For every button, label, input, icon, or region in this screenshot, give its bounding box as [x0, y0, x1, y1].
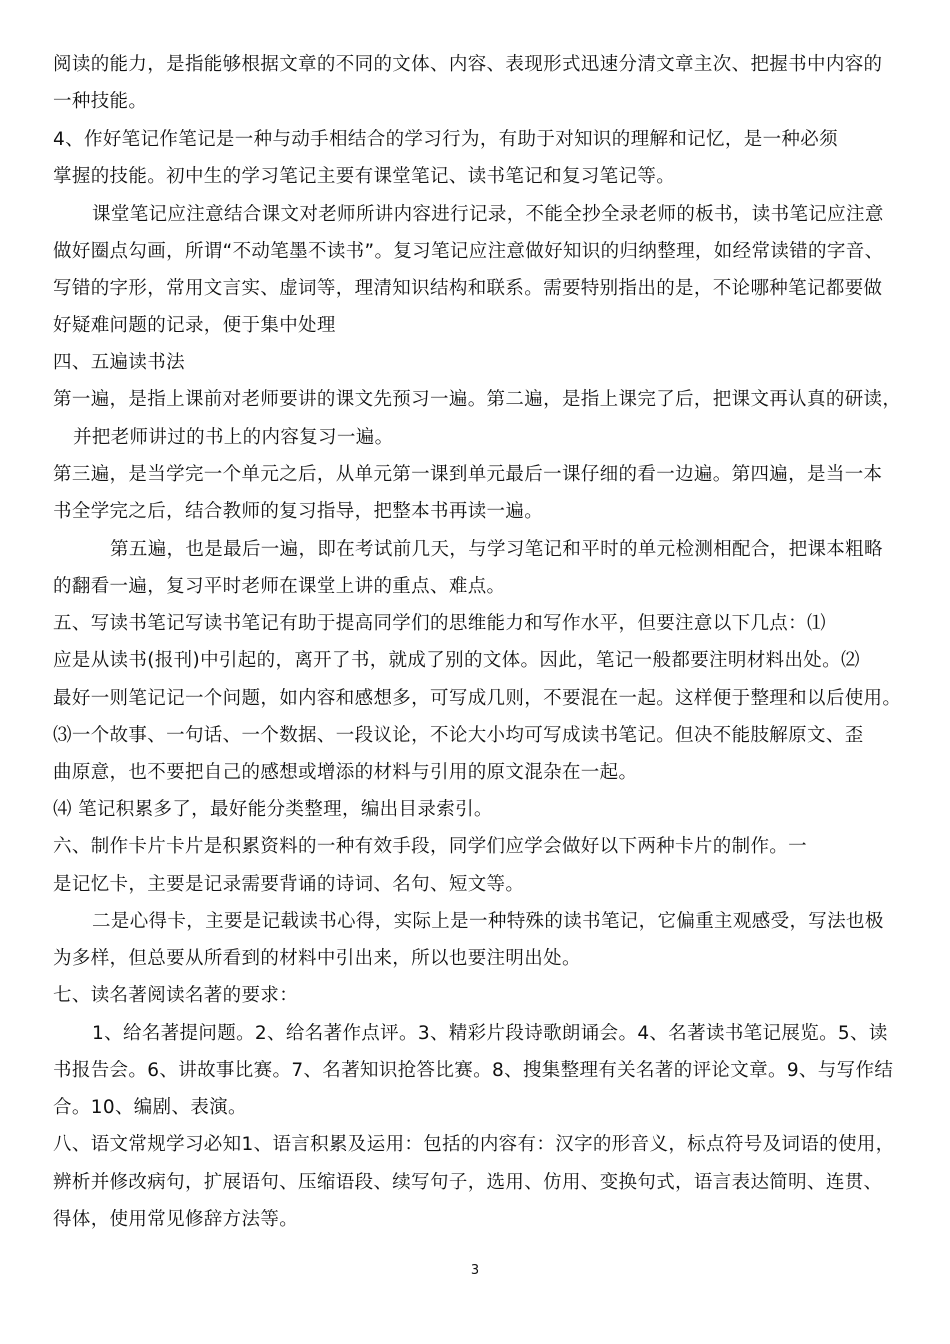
text-line: 得体，使用常见修辞方法等。 [53, 1209, 299, 1230]
text-line: ⑶一个故事、一句话、一个数据、一段议论，不论大小均可写成读书笔记。但决不能肢解原文、歪 [53, 725, 864, 746]
text-line: 好疑难问题的记录，便于集中处理 [53, 315, 336, 336]
text-line: 4、作好笔记作笔记是一种与动手相结合的学习行为，有助于对知识的理解和记忆，是一种必须 [53, 129, 838, 150]
section-heading: 六、制作卡片卡片是积累资料的一种有效手段，同学们应学会做好以下两种卡片的制作。一 [53, 836, 808, 857]
text-line: ⑷ 笔记积累多了，最好能分类整理，编出目录索引。 [53, 799, 493, 820]
text-line: 合。10、编剧、表演。 [53, 1097, 247, 1118]
text-line: 做好圈点勾画，所谓“不动笔墨不读书”。复习笔记应注意做好知识的归纳整理，如经常读错的字音、 [53, 241, 884, 262]
section-heading: 五、写读书笔记写读书笔记有助于提高同学们的思维能力和写作水平，但要注意以下几点：⑴ [53, 613, 826, 634]
text-line: 第三遍，是当学完一个单元之后，从单元第一课到单元最后一课仔细的看一边遍。第四遍，是当一本 [53, 464, 883, 485]
text-line: 书报告会。6、讲故事比赛。7、名著知识抢答比赛。8、搜集整理有关名著的评论文章。9、与写作结 [53, 1060, 894, 1081]
text-line: 一种技能。 [53, 91, 148, 112]
text-line: 第一遍，是指上课前对老师要讲的课文先预习一遍。第二遍，是指上课完了后，把课文再认真的研读， [53, 389, 902, 410]
section-heading: 八、语文常规学习必知1、语言积累及运用：包括的内容有：汉字的形音义，标点符号及词语的使用， [53, 1134, 895, 1155]
text-line: 课堂笔记应注意结合课文对老师所讲内容进行记录，不能全抄全录老师的板书，读书笔记应注意 [92, 204, 884, 225]
text-line: 二是心得卡，主要是记载读书心得，实际上是一种特殊的读书笔记，它偏重主观感受，写法也极 [92, 911, 884, 932]
text-line: 为多样，但总要从所看到的材料中引出来，所以也要注明出处。 [53, 948, 581, 969]
text-line: 阅读的能力，是指能够根据文章的不同的文体、内容、表现形式迅速分清文章主次、把握书中内容的 [53, 54, 883, 75]
text-line: 书全学完之后，结合教师的复习指导，把整本书再读一遍。 [53, 501, 544, 522]
text-line: 并把老师讲过的书上的内容复习一遍。 [73, 427, 394, 448]
text-line: 第五遍，也是最后一遍，即在考试前几天，与学习笔记和平时的单元检测相配合，把课本粗略 [110, 539, 883, 560]
text-line: 曲原意，也不要把自己的感想或增添的材料与引用的原文混杂在一起。 [53, 762, 638, 783]
text-line: 写错的字形，常用文言实、虚词等，理清知识结构和联系。需要特别指出的是，不论哪种笔记都要做 [53, 278, 883, 299]
text-line: 是记忆卡，主要是记录需要背诵的诗词、名句、短文等。 [53, 874, 525, 895]
section-heading: 四、五遍读书法 [53, 352, 185, 373]
text-line: 1、给名著提问题。2、给名著作点评。3、精彩片段诗歌朗诵会。4、名著读书笔记展览。5、读 [92, 1023, 888, 1044]
text-line: 最好一则笔记记一个问题，如内容和感想多，可写成几则，不要混在一起。这样便于整理和以后使用。 [53, 688, 902, 709]
text-line: 的翻看一遍，复习平时老师在课堂上讲的重点、难点。 [53, 576, 506, 597]
text-line: 掌握的技能。初中生的学习笔记主要有课堂笔记、读书笔记和复习笔记等。 [53, 166, 676, 187]
text-line: 应是从读书(报刊)中引起的，离开了书，就成了别的文体。因此，笔记一般都要注明材料出处。⑵ [53, 650, 860, 671]
section-heading: 七、读名著阅读名著的要求： [53, 985, 299, 1006]
text-line: 辨析并修改病句，扩展语句、压缩语段、续写句子，选用、仿用、变换句式，语言表达简明、连贯、 [53, 1172, 883, 1193]
page-number: 3 [470, 1263, 480, 1278]
